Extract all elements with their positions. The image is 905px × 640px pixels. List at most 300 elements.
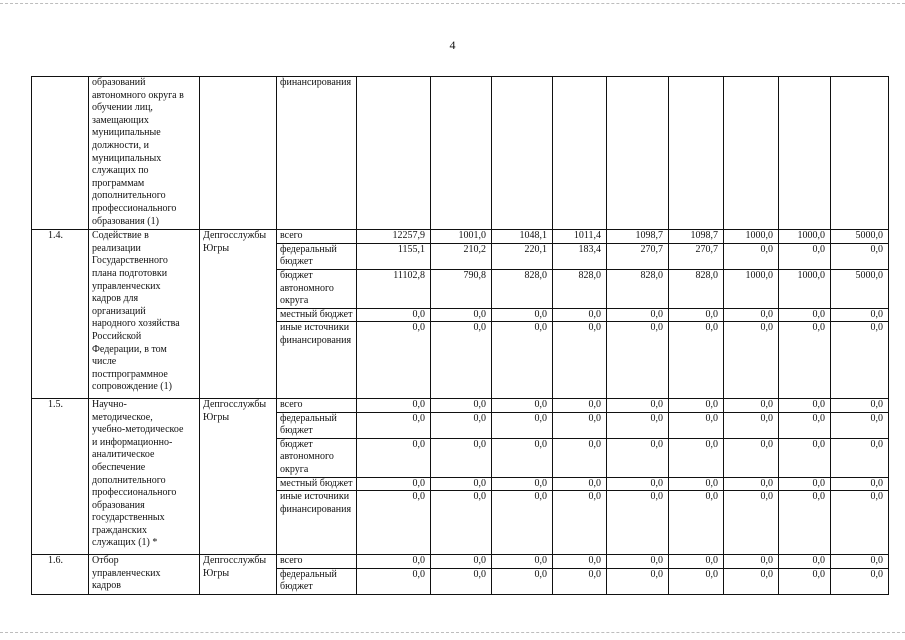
table-row [32,230,889,244]
value-cell [492,269,553,308]
value-cell [357,491,431,555]
measure-name-line: и информационно- [92,436,173,448]
funding-source-line: финансирования [280,77,352,88]
value-cell [357,398,431,412]
value-cell [357,477,431,491]
measure-name-line: государственных [92,512,165,524]
value-cell [431,398,492,412]
value-cell [831,555,889,569]
value-cell [779,308,831,322]
amount-value: 0,0 [534,491,547,503]
amount-value: 270,7 [640,243,663,255]
amount-value: 790,8 [463,269,486,281]
row-number-cell [32,230,89,399]
amount-value: 0,0 [870,398,883,410]
scan-top-edge [0,3,905,6]
value-cell [669,243,724,269]
value-cell [431,477,492,491]
value-cell [492,322,553,399]
value-cell [431,555,492,569]
funding-source-line: бюджет [280,425,313,437]
value-cell [607,398,669,412]
funding-source-line: федеральный [280,243,337,255]
value-cell [779,398,831,412]
amount-value: 0,0 [588,568,601,580]
amount-value: 0,0 [812,438,825,450]
value-cell [831,412,889,438]
amount-value: 1001,0 [458,230,486,242]
value-cell [607,230,669,244]
measure-name-line: плана подготовки [92,267,168,279]
value-cell [492,77,553,230]
funding-source-cell [277,398,357,412]
value-cell [831,269,889,308]
value-cell [553,398,607,412]
amount-value: 0,0 [534,555,547,567]
value-cell [431,438,492,477]
funding-source-line: бюджет [280,269,313,281]
amount-value: 0,0 [812,477,825,489]
amount-value: 1000,0 [745,230,773,242]
value-cell [831,243,889,269]
amount-value: 0,0 [412,555,425,567]
row-number-cell [32,398,89,554]
amount-value: 828,0 [695,269,718,281]
funding-source-line: всего [280,398,303,410]
amount-value: 0,0 [473,308,486,320]
amount-value: 0,0 [705,568,718,580]
measure-name-line: дополнительного [92,474,166,486]
amount-value: 0,0 [650,398,663,410]
measure-name-line: должности, и [92,139,149,151]
amount-value: 0,0 [870,555,883,567]
value-cell [724,491,779,555]
value-cell [779,477,831,491]
value-cell [724,77,779,230]
value-cell [669,398,724,412]
value-cell [607,269,669,308]
measure-name-line: служащих (1) * [92,537,158,549]
measure-name-cell [89,77,200,230]
amount-value: 0,0 [705,477,718,489]
value-cell [431,77,492,230]
amount-value: 0,0 [534,568,547,580]
value-cell [607,412,669,438]
value-cell [553,308,607,322]
funding-source-cell [277,568,357,594]
row-number-cell [32,77,89,230]
measure-name-line: народного хозяйства [92,318,180,330]
measure-name-line: муниципальные [92,127,161,139]
amount-value: 828,0 [640,269,663,281]
measure-name-line: муниципальных [92,152,162,164]
amount-value: 5000,0 [855,230,883,242]
amount-value: 0,0 [760,491,773,503]
measure-name-line: Содействие в [92,230,149,242]
value-cell [724,477,779,491]
funding-source-line: округа [280,295,309,307]
value-cell [553,555,607,569]
measure-name-cell [89,230,200,399]
value-cell [492,555,553,569]
amount-value: 0,0 [870,308,883,320]
value-cell [779,568,831,594]
value-cell [492,308,553,322]
value-cell [553,491,607,555]
measure-name-line: кадров для [92,293,139,305]
amount-value: 0,0 [473,322,486,334]
table-row [32,77,889,230]
amount-value: 0,0 [650,477,663,489]
funding-source-line: бюджет [280,438,313,450]
value-cell [831,491,889,555]
amount-value: 0,0 [812,243,825,255]
value-cell [607,77,669,230]
value-cell [779,77,831,230]
value-cell [607,491,669,555]
measure-name-line: Российской [92,330,142,342]
amount-value: 0,0 [473,412,486,424]
value-cell [492,243,553,269]
value-cell [357,269,431,308]
funding-source-cell [277,308,357,322]
executor-cell [200,77,277,230]
amount-value: 0,0 [870,322,883,334]
amount-value: 0,0 [650,491,663,503]
amount-value: 828,0 [578,269,601,281]
measure-name-line: профессионального [92,202,177,214]
amount-value: 1098,7 [690,230,718,242]
funding-source-line: автономного [280,282,334,294]
amount-value: 5000,0 [855,269,883,281]
amount-value: 0,0 [412,568,425,580]
amount-value: 210,2 [463,243,486,255]
value-cell [431,412,492,438]
value-cell [779,555,831,569]
value-cell [553,568,607,594]
amount-value: 0,0 [473,555,486,567]
amount-value: 0,0 [870,477,883,489]
amount-value: 0,0 [588,477,601,489]
value-cell [724,568,779,594]
amount-value: 0,0 [812,491,825,503]
value-cell [357,438,431,477]
amount-value: 0,0 [473,477,486,489]
executor-line: Депгосслужбы [203,555,267,567]
amount-value: 0,0 [534,438,547,450]
amount-value: 0,0 [473,438,486,450]
value-cell [724,555,779,569]
amount-value: 0,0 [760,322,773,334]
value-cell [831,438,889,477]
amount-value: 0,0 [870,412,883,424]
amount-value: 0,0 [812,555,825,567]
funding-source-cell [277,243,357,269]
executor-cell [200,230,277,399]
amount-value: 0,0 [412,477,425,489]
amount-value: 1098,7 [635,230,663,242]
amount-value: 0,0 [588,491,601,503]
row-number: 1.6. [48,555,63,567]
funding-source-line: округа [280,463,309,475]
funding-source-line: иные источники [280,491,350,503]
amount-value: 0,0 [812,398,825,410]
value-cell [607,438,669,477]
amount-value: 828,0 [524,269,547,281]
executor-line: Депгосслужбы [203,398,267,410]
amount-value: 0,0 [760,308,773,320]
amount-value: 0,0 [812,308,825,320]
amount-value: 0,0 [588,398,601,410]
value-cell [431,308,492,322]
value-cell [831,230,889,244]
funding-source-line: федеральный [280,568,337,580]
funding-source-cell [277,77,357,230]
scan-bottom-edge [0,632,905,635]
amount-value: 0,0 [650,322,663,334]
measure-name-line: организаций [92,305,146,317]
amount-value: 11102,8 [393,269,425,281]
funding-source-line: финансирования [280,503,352,515]
amount-value: 0,0 [760,555,773,567]
amount-value: 0,0 [412,491,425,503]
value-cell [607,322,669,399]
value-cell [607,555,669,569]
amount-value: 0,0 [760,243,773,255]
amount-value: 1155,1 [397,243,425,255]
table-row [32,555,889,569]
funding-source-line: бюджет [280,256,313,268]
measure-name-line: служащих по [92,165,149,177]
value-cell [669,308,724,322]
amount-value: 0,0 [870,438,883,450]
measure-name-line: кадров [92,580,121,592]
value-cell [357,308,431,322]
amount-value: 0,0 [650,438,663,450]
row-number: 1.4. [48,230,63,242]
amount-value: 1000,0 [797,230,825,242]
value-cell [831,398,889,412]
value-cell [669,412,724,438]
amount-value: 0,0 [812,322,825,334]
funding-source-line: всего [280,230,303,242]
value-cell [779,491,831,555]
measure-name-line: образования [92,499,145,511]
amount-value: 1000,0 [745,269,773,281]
amount-value: 0,0 [534,322,547,334]
amount-value: 0,0 [534,398,547,410]
value-cell [553,230,607,244]
funding-source-line: всего [280,555,303,567]
value-cell [357,555,431,569]
value-cell [779,269,831,308]
measure-name-line: постпрограммное [92,368,168,380]
funding-source-cell [277,322,357,399]
measure-name-line: автономного округа в [92,89,184,101]
amount-value: 0,0 [650,308,663,320]
value-cell [357,230,431,244]
value-cell [492,477,553,491]
measure-name-line: методическое, [92,411,153,423]
amount-value: 0,0 [534,477,547,489]
page-number: 4 [449,38,456,52]
amount-value: 0,0 [650,568,663,580]
value-cell [669,269,724,308]
budget-table [31,76,889,595]
value-cell [492,230,553,244]
funding-source-line: бюджет [280,581,313,593]
amount-value: 0,0 [473,398,486,410]
funding-source-line: финансирования [280,334,352,346]
measure-name-line: Государственного [92,255,168,267]
value-cell [492,568,553,594]
amount-value: 0,0 [588,555,601,567]
amount-value: 183,4 [578,243,601,255]
value-cell [779,322,831,399]
amount-value: 1011,4 [573,230,601,242]
value-cell [431,230,492,244]
value-cell [431,322,492,399]
amount-value: 0,0 [760,412,773,424]
value-cell [831,77,889,230]
amount-value: 0,0 [705,308,718,320]
value-cell [607,568,669,594]
value-cell [831,477,889,491]
value-cell [492,438,553,477]
value-cell [357,568,431,594]
measure-name-line: Федерации, в том [92,343,167,355]
value-cell [831,322,889,399]
row-number-cell [32,555,89,595]
value-cell [724,269,779,308]
value-cell [669,322,724,399]
funding-source-cell [277,477,357,491]
value-cell [607,477,669,491]
amount-value: 0,0 [473,568,486,580]
amount-value: 0,0 [473,491,486,503]
amount-value: 0,0 [588,322,601,334]
value-cell [669,491,724,555]
value-cell [669,230,724,244]
amount-value: 0,0 [705,322,718,334]
amount-value: 0,0 [705,438,718,450]
value-cell [779,412,831,438]
amount-value: 12257,9 [392,230,425,242]
value-cell [553,269,607,308]
measure-name-line: аналитическое [92,449,155,461]
amount-value: 0,0 [534,308,547,320]
amount-value: 0,0 [870,491,883,503]
amount-value: 0,0 [812,568,825,580]
executor-cell [200,398,277,554]
measure-name-line: обучении лиц, [92,102,153,114]
measure-name-line: замещающих [92,114,149,126]
value-cell [669,555,724,569]
amount-value: 0,0 [870,243,883,255]
amount-value: 0,0 [412,322,425,334]
value-cell [431,269,492,308]
amount-value: 0,0 [588,412,601,424]
amount-value: 0,0 [650,412,663,424]
value-cell [779,438,831,477]
measure-name-line: программам [92,177,145,189]
value-cell [607,308,669,322]
measure-name-line: образований [92,77,146,88]
amount-value: 0,0 [705,491,718,503]
amount-value: 0,0 [870,568,883,580]
measure-name-line: управленческих [92,280,161,292]
amount-value: 0,0 [412,412,425,424]
measure-name-line: дополнительного [92,190,166,202]
funding-source-cell [277,438,357,477]
amount-value: 0,0 [412,308,425,320]
table-row [32,398,889,412]
amount-value: 0,0 [760,568,773,580]
amount-value: 0,0 [760,398,773,410]
amount-value: 0,0 [412,438,425,450]
executor-line: Югры [203,411,230,423]
value-cell [553,412,607,438]
value-cell [831,308,889,322]
amount-value: 220,1 [524,243,547,255]
value-cell [492,398,553,412]
executor-line: Югры [203,567,230,579]
amount-value: 1000,0 [797,269,825,281]
executor-line: Депгосслужбы [203,230,267,242]
measure-name-line: управленческих [92,567,161,579]
value-cell [779,230,831,244]
value-cell [431,491,492,555]
measure-name-line: образования (1) [92,215,159,227]
funding-source-cell [277,269,357,308]
value-cell [724,438,779,477]
amount-value: 0,0 [534,412,547,424]
funding-source-line: автономного [280,451,334,463]
amount-value: 0,0 [588,308,601,320]
value-cell [669,477,724,491]
amount-value: 0,0 [760,438,773,450]
value-cell [669,568,724,594]
value-cell [553,322,607,399]
measure-name-cell [89,555,200,595]
amount-value: 0,0 [705,398,718,410]
measure-name-line: Научно- [92,398,127,410]
value-cell [724,322,779,399]
funding-source-line: иные источники [280,322,350,334]
value-cell [724,398,779,412]
value-cell [724,230,779,244]
amount-value: 0,0 [812,412,825,424]
row-number: 1.5. [48,398,63,410]
value-cell [724,308,779,322]
value-cell [431,568,492,594]
value-cell [779,243,831,269]
value-cell [724,412,779,438]
value-cell [492,491,553,555]
value-cell [724,243,779,269]
measure-name-line: учебно-методическое [92,424,184,436]
measure-name-line: профессионального [92,487,177,499]
funding-source-line: местный бюджет [280,477,353,489]
amount-value: 270,7 [695,243,718,255]
value-cell [431,243,492,269]
value-cell [553,477,607,491]
value-cell [831,568,889,594]
amount-value: 0,0 [650,555,663,567]
amount-value: 0,0 [705,412,718,424]
measure-name-line: гражданских [92,524,147,536]
funding-source-cell [277,412,357,438]
